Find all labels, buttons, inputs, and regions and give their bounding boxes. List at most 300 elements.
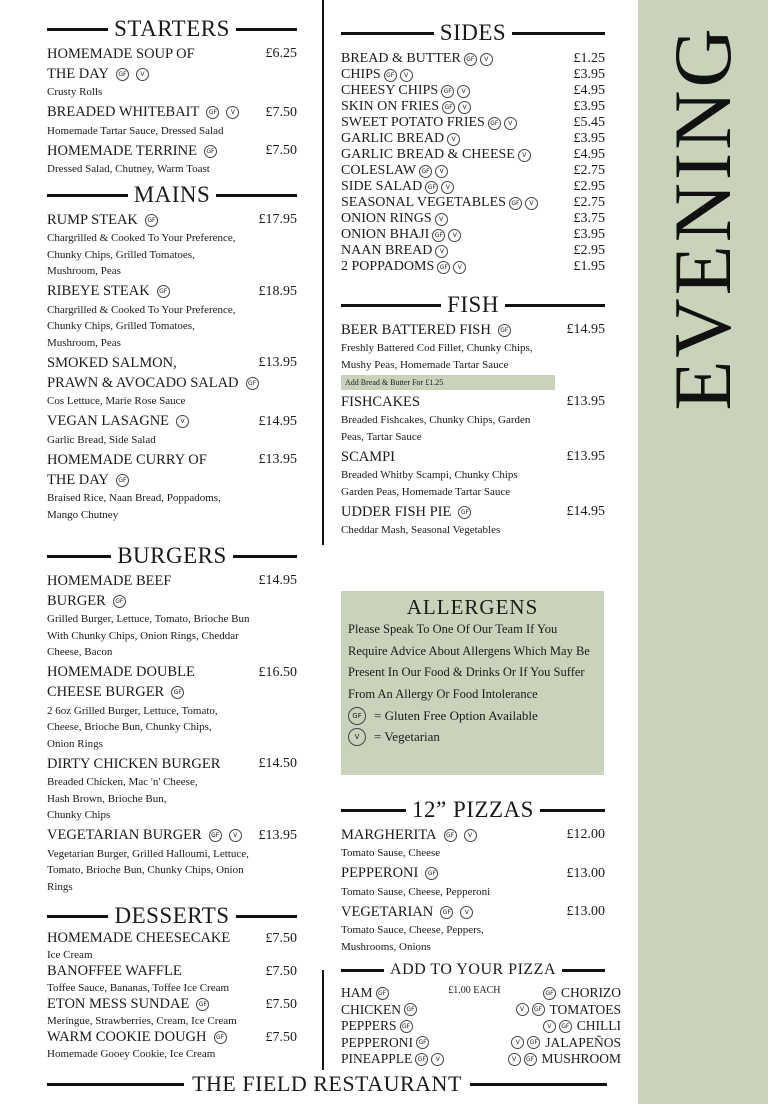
item-title-line bbox=[47, 754, 297, 774]
fish-section bbox=[341, 292, 605, 539]
side-price: £3.95 bbox=[573, 99, 605, 114]
vegetarian-icon: V bbox=[464, 829, 477, 842]
side-name-text: ONION BHAJI bbox=[341, 227, 430, 242]
item-description: Chunky Chips bbox=[47, 809, 111, 821]
item-description: With Chunky Chips, Onion Rings, Cheddar bbox=[47, 629, 239, 642]
divider bbox=[341, 304, 441, 307]
topping-right bbox=[505, 985, 622, 1002]
divider bbox=[216, 194, 297, 197]
item-description: Mushroom, Peas bbox=[47, 265, 121, 277]
menu-item bbox=[341, 502, 605, 539]
item-description: Cheddar Mash, Seasonal Vegetables bbox=[341, 524, 501, 536]
gf-icon: GF bbox=[488, 117, 501, 130]
topping-right bbox=[505, 1035, 622, 1052]
vegetarian-icon: V bbox=[460, 906, 473, 919]
side-price: £2.95 bbox=[573, 179, 605, 194]
item-name-text: HOMEMADE SOUP OF bbox=[47, 45, 195, 62]
item-title-line bbox=[341, 864, 605, 884]
divider bbox=[47, 555, 111, 558]
gf-icon: GF bbox=[384, 69, 397, 82]
item-price: £14.95 bbox=[566, 322, 605, 337]
side-name-text: BREAD & BUTTER bbox=[341, 51, 461, 66]
menu-item bbox=[47, 663, 297, 753]
divider bbox=[540, 809, 605, 812]
item-price: £13.95 bbox=[258, 355, 297, 370]
item-name bbox=[47, 1029, 227, 1046]
item-price: £7.50 bbox=[265, 930, 297, 946]
side-name bbox=[341, 179, 454, 195]
gf-icon: GF bbox=[415, 1053, 428, 1066]
divider bbox=[47, 915, 108, 918]
item-title-line bbox=[47, 412, 297, 432]
item-name bbox=[47, 104, 239, 121]
burgers-header bbox=[47, 543, 297, 569]
side-item bbox=[341, 99, 605, 115]
side-name-text: NAAN BREAD bbox=[341, 243, 433, 258]
divider bbox=[341, 32, 434, 35]
item-title-line bbox=[47, 591, 297, 611]
side-name-text: 2 POPPADOMS bbox=[341, 259, 435, 274]
side-price: £5.45 bbox=[573, 115, 605, 130]
desserts-title: DESSERTS bbox=[114, 903, 230, 928]
item-description: Cheese, Bacon bbox=[47, 646, 113, 658]
item-description: Ice Cream bbox=[47, 949, 93, 961]
divider bbox=[233, 555, 297, 558]
side-name bbox=[341, 227, 461, 243]
side-name bbox=[341, 163, 448, 179]
side-price: £4.95 bbox=[573, 147, 605, 162]
item-name bbox=[341, 827, 477, 844]
menu-item bbox=[47, 754, 297, 824]
topping-price bbox=[448, 1051, 500, 1068]
item-name bbox=[341, 322, 511, 339]
starters-header bbox=[47, 16, 297, 42]
menu-item bbox=[341, 825, 605, 862]
topping-price bbox=[448, 1035, 500, 1052]
topping-name: PEPPERONI bbox=[341, 1034, 414, 1050]
item-description: Tomato, Brioche Bun, Chunky Chips, Onion bbox=[47, 864, 244, 876]
item-description: Freshly Battered Cod Fillet, Chunky Chips, bbox=[341, 342, 533, 354]
gf-icon: GF bbox=[246, 377, 259, 390]
menu-item bbox=[47, 929, 297, 962]
side-name bbox=[341, 259, 466, 275]
mains-header bbox=[47, 182, 297, 208]
toppings-header bbox=[341, 960, 605, 980]
vegetarian-icon: V bbox=[400, 69, 413, 82]
side-item bbox=[341, 243, 605, 259]
item-name bbox=[47, 452, 207, 469]
vegetarian-icon: V bbox=[543, 1020, 556, 1033]
item-name-text: PRAWN & AVOCADO SALAD bbox=[47, 374, 239, 391]
column-divider bbox=[322, 0, 324, 545]
gf-icon: GF bbox=[209, 829, 222, 842]
item-price: £18.95 bbox=[258, 283, 297, 299]
gf-icon: GF bbox=[376, 987, 389, 1000]
item-title-line bbox=[47, 929, 297, 948]
item-description: Breaded Fishcakes, Chunky Chips, Garden bbox=[341, 414, 531, 426]
vegetarian-icon: V bbox=[525, 197, 538, 210]
side-item bbox=[341, 211, 605, 227]
item-name-text: SCAMPI bbox=[341, 448, 395, 465]
vegetarian-icon: V bbox=[226, 106, 239, 119]
topping-left bbox=[341, 1002, 444, 1019]
item-description: Rings bbox=[47, 880, 73, 893]
vegetarian-icon: V bbox=[435, 165, 448, 178]
pizzas-header bbox=[341, 797, 605, 823]
item-name-text: ETON MESS SUNDAE bbox=[47, 996, 190, 1012]
item-name-text: RUMP STEAK bbox=[47, 211, 138, 228]
side-name bbox=[341, 195, 538, 211]
item-title-line bbox=[47, 995, 297, 1014]
topping-left bbox=[341, 985, 444, 1002]
item-description: Chargrilled & Cooked To Your Preference, bbox=[47, 232, 236, 244]
side-name-text: COLESLAW bbox=[341, 163, 417, 178]
item-description: Homemade Gooey Cookie, Ice Cream bbox=[47, 1048, 216, 1060]
topping-name: HAM bbox=[341, 985, 373, 1001]
side-name-text: SWEET POTATO FRIES bbox=[341, 115, 485, 130]
item-name-text: VEGAN LASAGNE bbox=[47, 413, 170, 429]
divider bbox=[341, 809, 406, 812]
vegetarian-icon: V bbox=[176, 415, 189, 428]
gf-icon: GF bbox=[543, 987, 556, 1000]
side-item bbox=[341, 259, 605, 275]
gf-icon: GF bbox=[214, 1031, 227, 1044]
item-title-line bbox=[47, 663, 297, 683]
item-title-line bbox=[341, 825, 605, 845]
restaurant-name: THE FIELD RESTAURANT bbox=[192, 1071, 462, 1096]
topping-name: PINEAPPLE bbox=[341, 1051, 413, 1067]
item-description: Tomato Sause, Cheese bbox=[341, 847, 441, 859]
side-price: £3.95 bbox=[573, 67, 605, 82]
side-name-text: CHEESY CHIPS bbox=[341, 83, 439, 98]
topping-name: PEPPERS bbox=[341, 1018, 397, 1034]
vegetarian-icon: V bbox=[508, 1053, 521, 1066]
toppings-title: ADD TO YOUR PIZZA bbox=[390, 961, 556, 978]
item-name bbox=[47, 996, 209, 1013]
gf-icon: GF bbox=[404, 1003, 417, 1016]
menu-item bbox=[47, 995, 297, 1028]
item-title-line bbox=[47, 353, 297, 373]
item-name-text: HOMEMADE DOUBLE bbox=[47, 664, 195, 680]
toppings-section bbox=[341, 960, 622, 1068]
item-name bbox=[47, 143, 217, 160]
divider bbox=[236, 28, 297, 31]
side-item bbox=[341, 115, 605, 131]
vegetarian-icon: V bbox=[447, 133, 460, 146]
side-name bbox=[341, 83, 470, 99]
legend-gf-text: = Gluten Free Option Available bbox=[374, 707, 538, 723]
item-description: Grilled Burger, Lettuce, Tomato, Brioche Bun bbox=[47, 613, 250, 625]
menu-item bbox=[341, 392, 605, 445]
desserts-header bbox=[47, 903, 297, 929]
item-title-line bbox=[47, 470, 297, 490]
starters-title: STARTERS bbox=[114, 16, 230, 41]
item-price: £12.00 bbox=[566, 827, 605, 842]
footer bbox=[47, 1071, 607, 1097]
item-title-line bbox=[341, 502, 605, 522]
vegetarian-icon: V bbox=[431, 1053, 444, 1066]
topping-name: TOMATOES bbox=[549, 1001, 622, 1017]
menu-item bbox=[47, 141, 297, 178]
item-name bbox=[47, 472, 129, 489]
item-title-line bbox=[47, 1028, 297, 1047]
gf-icon: GF bbox=[196, 998, 209, 1011]
gf-icon: GF bbox=[442, 101, 455, 114]
item-title-line bbox=[47, 373, 297, 393]
side-item bbox=[341, 163, 605, 179]
item-description: Braised Rice, Naan Bread, Poppadoms, bbox=[47, 492, 221, 504]
item-name-text: SMOKED SALMON, bbox=[47, 354, 177, 371]
item-description: Homemade Tartar Sauce, Dressed Salad bbox=[47, 124, 224, 137]
side-item bbox=[341, 195, 605, 211]
item-description: Cheese, Brioche Bun, Chunky Chips, bbox=[47, 721, 212, 733]
menu-item bbox=[47, 353, 297, 410]
item-name bbox=[47, 573, 171, 590]
item-title-line bbox=[47, 683, 297, 703]
item-description: Crusty Rolls bbox=[47, 86, 103, 98]
item-name-text: BURGER bbox=[47, 592, 106, 609]
side-item bbox=[341, 83, 605, 99]
gf-icon: GF bbox=[559, 1020, 572, 1033]
item-price: £7.50 bbox=[265, 1029, 297, 1045]
item-description: Tomato Sauce, Cheese, Peppers, bbox=[341, 924, 484, 936]
menu-item bbox=[47, 962, 297, 995]
gf-icon: GF bbox=[444, 829, 457, 842]
item-description: Breaded Whitby Scampi, Chunky Chips bbox=[341, 469, 518, 481]
vegetarian-icon: V bbox=[448, 229, 461, 242]
gf-icon: GF bbox=[440, 906, 453, 919]
item-price: £13.95 bbox=[258, 452, 297, 467]
topping-price bbox=[448, 1018, 500, 1035]
item-title-line bbox=[341, 320, 605, 340]
item-description: Cos Lettuce, Marie Rose Sauce bbox=[47, 395, 186, 407]
side-name bbox=[341, 115, 517, 131]
item-name-text: BEER BATTERED FISH bbox=[341, 321, 491, 338]
gf-icon: GF bbox=[509, 197, 522, 210]
item-description: Chunky Chips, Grilled Tomatoes, bbox=[47, 320, 195, 332]
topping-name: JALAPEÑOS bbox=[545, 1034, 622, 1050]
item-name-text: BREADED WHITEBAIT bbox=[47, 104, 200, 120]
gf-icon: GF bbox=[498, 324, 511, 337]
item-price: £7.50 bbox=[265, 104, 297, 120]
gf-icon: GF bbox=[348, 707, 366, 725]
vegetarian-icon: V bbox=[441, 181, 454, 194]
item-name bbox=[341, 504, 471, 521]
topping-price bbox=[448, 1002, 500, 1019]
item-title-line bbox=[47, 103, 297, 123]
starters-section bbox=[47, 16, 297, 178]
sides-header bbox=[341, 20, 605, 46]
item-price: £13.95 bbox=[258, 827, 297, 843]
item-name-text: BANOFFEE WAFFLE bbox=[47, 963, 182, 979]
item-name-text: HOMEMADE BEEF bbox=[47, 572, 172, 589]
item-title-line bbox=[47, 44, 297, 64]
item-name bbox=[47, 413, 189, 430]
item-name bbox=[47, 283, 170, 300]
item-description: Garlic Bread, Side Salad bbox=[47, 433, 156, 446]
item-price: £6.25 bbox=[265, 46, 297, 61]
item-title-line bbox=[47, 571, 297, 591]
side-price: £2.75 bbox=[573, 195, 605, 210]
burgers-title: BURGERS bbox=[117, 543, 227, 568]
legend-gf bbox=[348, 705, 597, 726]
item-description: Meringue, Strawberries, Cream, Ice Cream bbox=[47, 1015, 237, 1027]
item-price: £16.50 bbox=[258, 664, 297, 680]
fish-header bbox=[341, 292, 605, 318]
side-name-text: SIDE SALAD bbox=[341, 179, 423, 194]
item-note: Add Bread & Butter For £1.25 bbox=[341, 375, 555, 390]
sides-list bbox=[341, 51, 605, 275]
topping-right bbox=[505, 1018, 622, 1035]
topping-left bbox=[341, 1018, 444, 1035]
topping-name: CHORIZO bbox=[561, 985, 622, 1001]
gf-icon: GF bbox=[458, 506, 471, 519]
item-price: £14.95 bbox=[258, 413, 297, 429]
item-price: £13.95 bbox=[566, 449, 605, 464]
vegetarian-icon: V bbox=[453, 261, 466, 274]
menu-item bbox=[47, 44, 297, 101]
item-name bbox=[341, 449, 395, 466]
menu-title: EVENING bbox=[657, 25, 748, 411]
item-title-line bbox=[47, 826, 297, 846]
item-name-text: DIRTY CHICKEN BURGER bbox=[47, 755, 221, 772]
item-name bbox=[47, 664, 195, 681]
mains-section bbox=[47, 182, 297, 523]
item-price: £17.95 bbox=[258, 212, 297, 227]
gf-icon: GF bbox=[464, 53, 477, 66]
item-name-text: WARM COOKIE DOUGH bbox=[47, 1029, 207, 1045]
item-description: Hash Brown, Brioche Bun, bbox=[47, 792, 167, 805]
side-price: £3.95 bbox=[573, 131, 605, 146]
gf-icon: GF bbox=[116, 474, 129, 487]
side-name-text: GARLIC BREAD & CHEESE bbox=[341, 147, 515, 162]
gf-icon: GF bbox=[145, 214, 158, 227]
divider bbox=[505, 304, 605, 307]
item-name bbox=[47, 930, 230, 947]
side-price: £3.95 bbox=[573, 227, 605, 242]
side-item bbox=[341, 227, 605, 243]
menu-item bbox=[47, 412, 297, 449]
item-description: 2 6oz Grilled Burger, Lettuce, Tomato, bbox=[47, 704, 218, 717]
item-name-text: THE DAY bbox=[47, 471, 109, 488]
toppings-grid bbox=[341, 985, 622, 1068]
item-price: £14.95 bbox=[258, 573, 297, 588]
gf-icon: GF bbox=[113, 595, 126, 608]
item-price: £7.50 bbox=[265, 963, 297, 979]
item-name-text: HOMEMADE CHEESECAKE bbox=[47, 930, 231, 946]
menu-item bbox=[47, 282, 297, 352]
side-price: £4.95 bbox=[573, 83, 605, 98]
item-price: £7.50 bbox=[265, 143, 297, 158]
vegetarian-icon: V bbox=[458, 101, 471, 114]
item-description: Mushy Peas, Homemade Tartar Sauce bbox=[341, 358, 509, 371]
item-price: £14.50 bbox=[258, 756, 297, 771]
item-title-line bbox=[47, 141, 297, 161]
pizzas-title: 12” PIZZAS bbox=[412, 797, 534, 822]
side-price: £2.95 bbox=[573, 243, 605, 258]
vegetarian-icon: V bbox=[518, 149, 531, 162]
item-name bbox=[47, 66, 149, 83]
side-name-text: GARLIC BREAD bbox=[341, 131, 445, 146]
gf-icon: GF bbox=[432, 229, 445, 242]
topping-right bbox=[505, 1002, 622, 1019]
item-name bbox=[47, 593, 126, 610]
item-name bbox=[47, 756, 220, 773]
side-name bbox=[341, 99, 471, 115]
topping-name: CHILLI bbox=[576, 1018, 622, 1034]
side-name bbox=[341, 211, 448, 227]
vegetarian-icon: V bbox=[136, 68, 149, 81]
item-description: Peas, Tartar Sauce bbox=[341, 430, 422, 443]
item-title-line bbox=[47, 450, 297, 470]
item-description: Mango Chutney bbox=[47, 508, 119, 521]
item-price: £13.00 bbox=[566, 865, 605, 881]
vegetarian-icon: V bbox=[435, 213, 448, 226]
item-description: Breaded Chicken, Mac 'n' Cheese, bbox=[47, 776, 198, 788]
side-name-text: CHIPS bbox=[341, 67, 381, 82]
gf-icon: GF bbox=[524, 1053, 537, 1066]
vegetarian-icon: V bbox=[348, 728, 366, 746]
item-name bbox=[47, 827, 242, 844]
vegetarian-icon: V bbox=[516, 1003, 529, 1016]
gf-icon: GF bbox=[204, 145, 217, 158]
gf-icon: GF bbox=[437, 261, 450, 274]
item-name bbox=[47, 375, 259, 392]
menu-item bbox=[47, 210, 297, 280]
item-name bbox=[47, 963, 182, 980]
item-name bbox=[47, 355, 177, 372]
item-description: Toffee Sauce, Bananas, Toffee Ice Cream bbox=[47, 982, 230, 994]
menu-item bbox=[47, 103, 297, 140]
item-price: £14.95 bbox=[566, 504, 605, 519]
side-name bbox=[341, 51, 493, 67]
item-name-text: VEGETARIAN BURGER bbox=[47, 827, 202, 843]
vegetarian-icon: V bbox=[511, 1036, 524, 1049]
item-name-text: VEGETARIAN bbox=[341, 903, 434, 920]
menu-item bbox=[47, 571, 297, 661]
item-title-line bbox=[47, 282, 297, 302]
item-price: £13.95 bbox=[566, 394, 605, 409]
side-item bbox=[341, 131, 605, 147]
item-name-text: CHEESE BURGER bbox=[47, 684, 165, 700]
allergens-title: ALLERGENS bbox=[406, 595, 539, 619]
topping-price: £1.00 EACH bbox=[448, 985, 501, 996]
item-name bbox=[47, 212, 158, 229]
side-name bbox=[341, 147, 531, 163]
divider bbox=[47, 28, 108, 31]
side-item bbox=[341, 179, 605, 195]
burgers-section bbox=[47, 543, 297, 895]
divider bbox=[47, 194, 128, 197]
topping-left bbox=[341, 1051, 444, 1068]
gf-icon: GF bbox=[441, 85, 454, 98]
topping-name: MUSHROOM bbox=[541, 1051, 622, 1067]
menu-item bbox=[341, 447, 605, 500]
topping-left bbox=[341, 1035, 444, 1052]
item-description: Dressed Salad, Chutney, Warm Toast bbox=[47, 163, 210, 175]
item-name bbox=[341, 865, 438, 882]
mains-title: MAINS bbox=[133, 182, 211, 207]
item-title-line bbox=[341, 392, 605, 412]
item-description: Chargrilled & Cooked To Your Preference, bbox=[47, 303, 236, 316]
side-price: £3.75 bbox=[573, 211, 605, 226]
item-description: Mushroom, Peas bbox=[47, 336, 121, 349]
vegetarian-icon: V bbox=[229, 829, 242, 842]
side-name bbox=[341, 67, 413, 83]
item-name bbox=[341, 904, 473, 921]
item-name-text: UDDER FISH PIE bbox=[341, 503, 452, 520]
item-title-line bbox=[47, 962, 297, 981]
